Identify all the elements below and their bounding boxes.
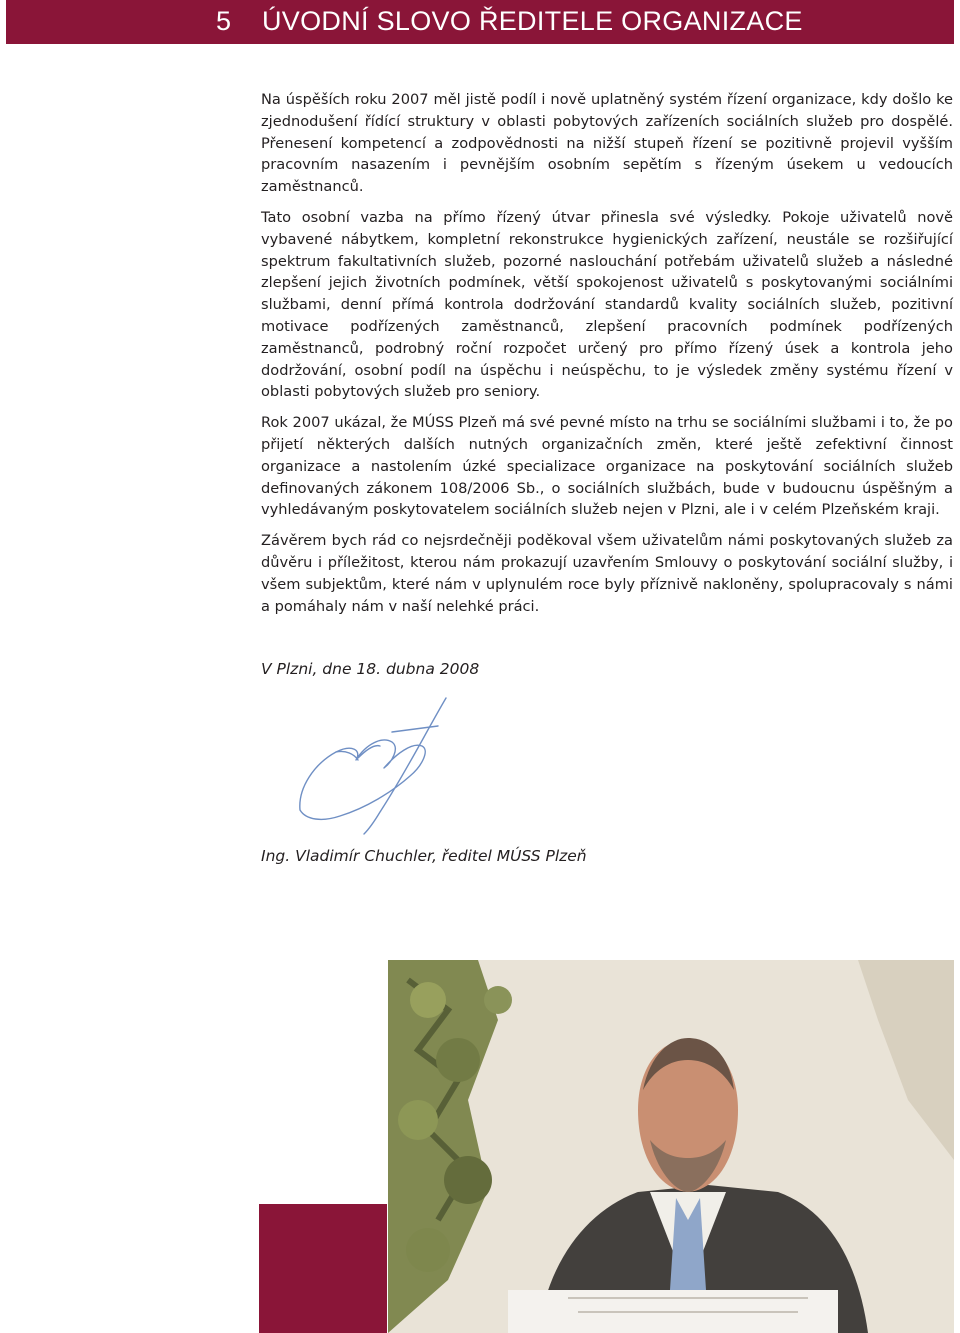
accent-square [259,1204,387,1333]
director-photo [388,960,954,1333]
signature-image [296,692,466,842]
paragraph-1: Na úspěších roku 2007 měl jistě podíl i nově uplatněný systém řízení organizace, kdy došlo ke zjednodušení řídící struktury v oblasti pobytových zařízeních sociálních služeb pro dospělé. Přenesení kompetencí a zodpovědnosti na nižší stupeň řízení se pozitivně projevil vyšším pracovním nasazením i pevnějším osobním sepětím s řízeným úsekem u vedoucích zaměstnanců. [261,91,953,196]
section-number: 5 [216,6,232,36]
letter-body [261,89,953,626]
signer-name: Ing. Vladimír Chuchler, ředitel MÚSS Plzeň [261,847,587,865]
paragraph-4: Závěrem bych rád co nejsrdečněji poděkoval všem uživatelům námi poskytovaných služeb za důvěru i příležitost, kterou nám prokazují uzavřením Smlouvy o poskytování sociální služby, i všem subjektům, které nám v uplynulém roce byly příznivě nakloněny, spolupracovaly s námi a pomáhaly nám v naší nelehké práci. [261,532,953,615]
paragraph-3: Rok 2007 ukázal, že MÚSS Plzeň má své pevné místo na trhu se sociálními službami i to, že po přijetí některých dalších nutných organizačních změn, které ještě zefektivní činnost organizace a nastolením úzké specializace organizace na poskytování sociálních služeb definovaných zákonem 108/2006 Sb., o sociálních službách, bude v budoucnu úspěšným a vyhledávaným poskytovatelem sociálních služeb nejen v Plzni, ale i v celém Plzeňském kraji. [261,414,953,519]
date-line: V Plzni, dne 18. dubna 2008 [261,660,480,678]
section-header [6,0,954,44]
paragraph-2: Tato osobní vazba na přímo řízený útvar přinesla své výsledky. Pokoje uživatelů nově vybavené nábytkem, kompletní rekonstrukce hygienických zařízení, neustále se rozšiřující spektrum fakultativních služeb, pozorné naslouchání potřebám uživatelů služeb a následné zlepšení jejich životních podmínek, větší spokojenost uživatelů s poskytovanými sociálními službami, denní přímá kontrola dodržování standardů kvality sociálních služeb, pozitivní motivace podřízených zaměstnanců, zlepšení pracovních podmínek podřízených zaměstnanců, podrobný roční rozpočet určený pro přímo řízený úsek a kontrola jeho dodržování, osobní podíl na úspěchu i neúspěchu, to je výsledek změny systému řízení v oblasti pobytových služeb pro seniory. [261,208,953,401]
section-title: ÚVODNÍ SLOVO ŘEDITELE ORGANIZACE [262,6,803,36]
